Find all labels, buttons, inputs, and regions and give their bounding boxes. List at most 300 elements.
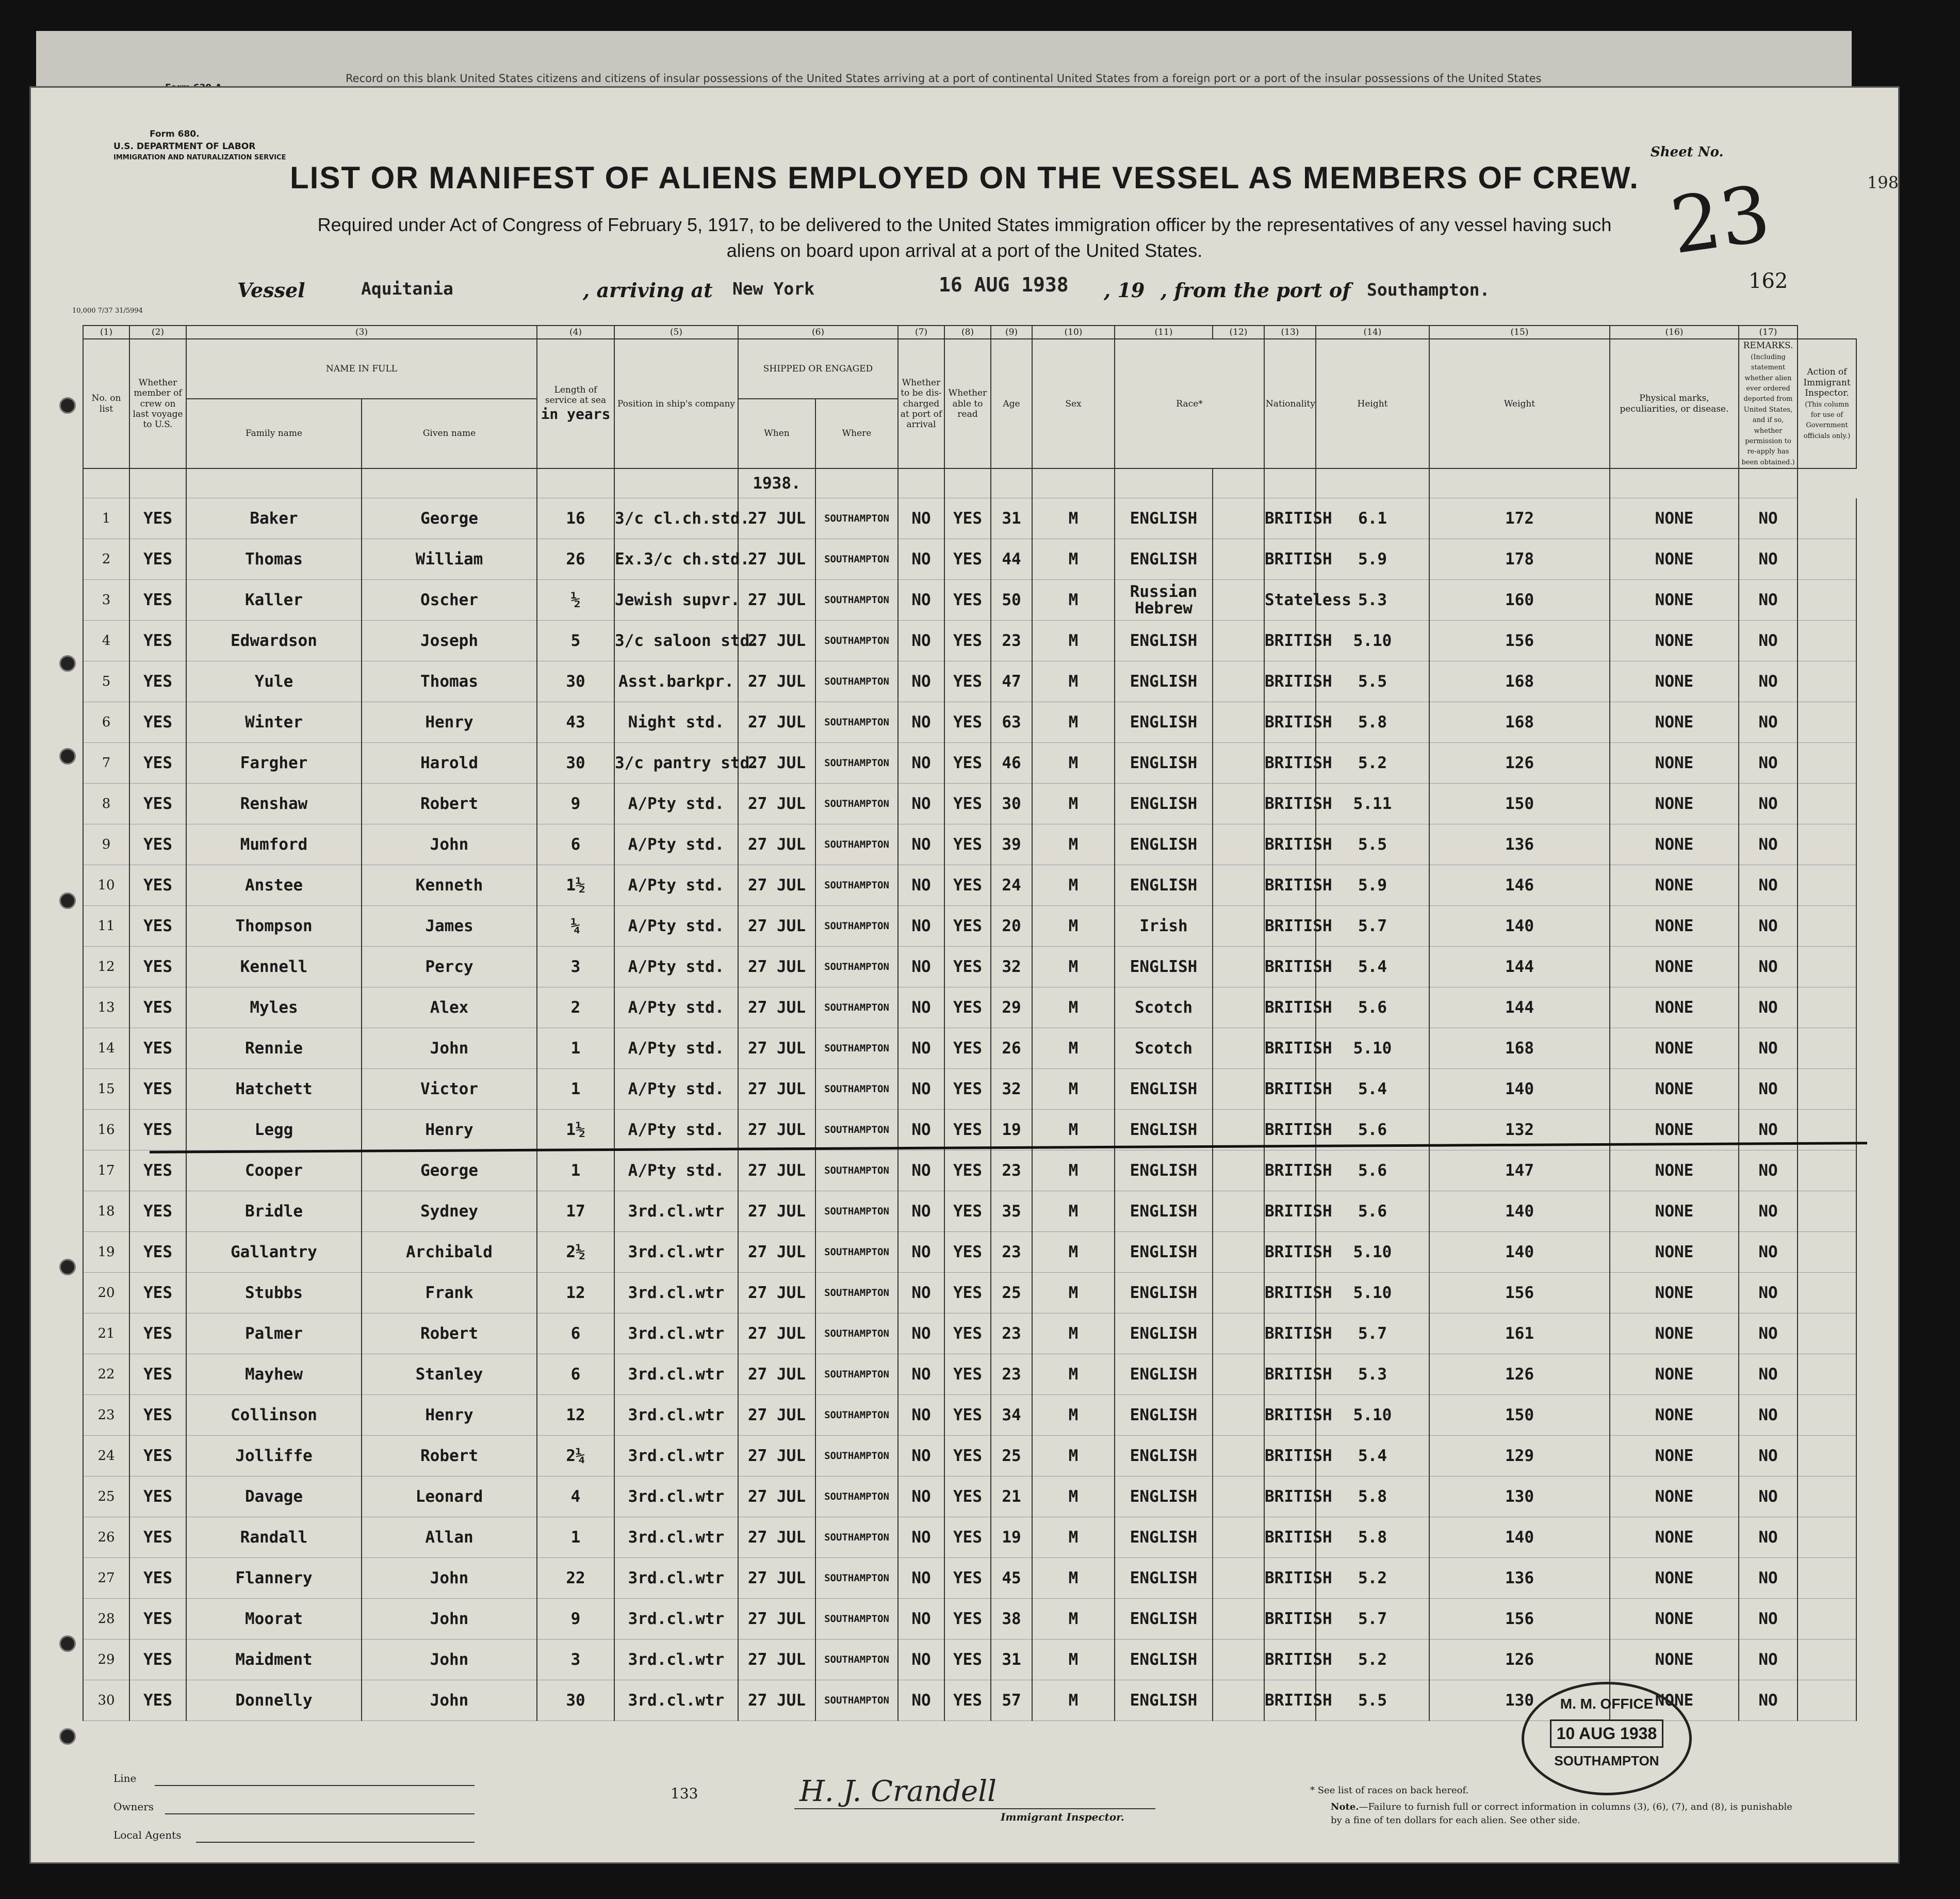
able-to-read-cell: YES: [944, 1354, 991, 1395]
signature-rule: [794, 1808, 1155, 1809]
shipped-when-cell: 27 JUL: [738, 1436, 815, 1476]
action-cell: [1798, 784, 1856, 824]
action-cell: [1798, 824, 1856, 865]
family-name-cell: Thompson: [186, 906, 362, 947]
action-cell: [1798, 1069, 1856, 1110]
to-be-discharged-cell: NO: [898, 498, 944, 539]
shipped-when-cell: 27 JUL: [738, 661, 815, 702]
sex-cell: M: [1032, 1436, 1115, 1476]
height-cell: 5.7: [1316, 1599, 1429, 1640]
age-cell: 23: [991, 1150, 1032, 1191]
race-spacer: [1213, 1150, 1264, 1191]
sex-cell: M: [1032, 987, 1115, 1028]
height-cell: 5.10: [1316, 1232, 1429, 1273]
table-row: [83, 580, 1856, 621]
given-name-cell: Robert: [362, 1436, 537, 1476]
age-cell: 26: [991, 1028, 1032, 1069]
departure-port: Southampton.: [1367, 280, 1490, 300]
race-spacer: [1213, 1558, 1264, 1599]
race-cell: ENGLISH: [1115, 1599, 1213, 1640]
shipped-when-cell: 27 JUL: [738, 1680, 815, 1721]
given-name-cell: John: [362, 1640, 537, 1680]
line-label: Line: [113, 1772, 137, 1784]
length-of-service-cell: 4: [537, 1476, 614, 1517]
member-last-voyage-cell: YES: [129, 865, 186, 906]
nationality-cell: BRITISH: [1264, 1558, 1316, 1599]
height-cell: 5.6: [1316, 987, 1429, 1028]
shipped-when-cell: 27 JUL: [738, 539, 815, 580]
ship-position-cell: Jewish supvr.: [614, 580, 738, 621]
member-last-voyage-cell: YES: [129, 906, 186, 947]
age-cell: 44: [991, 539, 1032, 580]
to-be-discharged-cell: NO: [898, 1232, 944, 1273]
remarks-cell: NO: [1739, 1395, 1798, 1436]
races-note: * See list of races on back hereof.: [1310, 1785, 1469, 1796]
physical-marks-cell: NONE: [1610, 1599, 1739, 1640]
physical-marks-cell: NONE: [1610, 1110, 1739, 1150]
able-to-read-cell: YES: [944, 1191, 991, 1232]
nationality-cell: BRITISH: [1264, 1273, 1316, 1313]
row-number-cell: 4: [83, 621, 129, 661]
row-number-cell: 28: [83, 1599, 129, 1640]
weight-cell: 140: [1429, 1232, 1610, 1273]
footer-note: [1331, 1800, 1795, 1827]
sex-cell: M: [1032, 539, 1115, 580]
sex-cell: M: [1032, 1640, 1115, 1680]
shipped-when-cell: 27 JUL: [738, 1599, 815, 1640]
col-num: (16): [1610, 326, 1739, 339]
length-service-label: Length of service at sea: [545, 384, 607, 405]
note-text: —Failure to furnish full or correct information in columns (3), (6), (7), and (8), is punishable by a fine of ten dollars for each alien. See other side.: [1331, 1801, 1792, 1826]
race-cell: ENGLISH: [1115, 1436, 1213, 1476]
member-last-voyage-cell: YES: [129, 947, 186, 987]
given-name-cell: Henry: [362, 702, 537, 743]
line-rule: [155, 1785, 475, 1786]
race-cell: ENGLISH: [1115, 1110, 1213, 1150]
col-num: (6): [738, 326, 898, 339]
race-spacer: [1213, 1599, 1264, 1640]
sex-cell: M: [1032, 824, 1115, 865]
able-to-read-cell: YES: [944, 1680, 991, 1721]
age-cell: 32: [991, 1069, 1032, 1110]
table-row: [83, 906, 1856, 947]
to-be-discharged-cell: NO: [898, 1558, 944, 1599]
shipped-where-cell: SOUTHAMPTON: [815, 1436, 898, 1476]
physical-marks-cell: NONE: [1610, 865, 1739, 906]
remarks-cell: NO: [1739, 580, 1798, 621]
nationality-cell: BRITISH: [1264, 1640, 1316, 1680]
height-cell: 5.2: [1316, 1640, 1429, 1680]
weight-cell: 150: [1429, 1395, 1610, 1436]
shipped-where-cell: SOUTHAMPTON: [815, 947, 898, 987]
nationality-cell: BRITISH: [1264, 1069, 1316, 1110]
action-label: Action of Immigrant Inspector.: [1803, 367, 1851, 399]
height-cell: 5.5: [1316, 661, 1429, 702]
race-cell: Russian Hebrew: [1115, 580, 1213, 621]
length-of-service-cell: 26: [537, 539, 614, 580]
able-to-read-cell: YES: [944, 1436, 991, 1476]
table-row: [83, 1273, 1856, 1313]
given-name-cell: Sydney: [362, 1191, 537, 1232]
shipped-where-cell: SOUTHAMPTON: [815, 1313, 898, 1354]
table-row: [83, 498, 1856, 539]
shipped-where-cell: SOUTHAMPTON: [815, 1476, 898, 1517]
nationality-cell: BRITISH: [1264, 906, 1316, 947]
row-number-cell: 15: [83, 1069, 129, 1110]
given-name-cell: Leonard: [362, 1476, 537, 1517]
physical-marks-cell: NONE: [1610, 906, 1739, 947]
row-number-cell: 29: [83, 1640, 129, 1680]
shipped-when-cell: 27 JUL: [738, 947, 815, 987]
age-cell: 23: [991, 1313, 1032, 1354]
race-spacer: [1213, 1436, 1264, 1476]
nationality-cell: Stateless: [1264, 580, 1316, 621]
height-cell: 5.5: [1316, 824, 1429, 865]
to-be-discharged-cell: NO: [898, 1150, 944, 1191]
shipped-when-cell: 27 JUL: [738, 1110, 815, 1150]
subtitle-line-1: Required under Act of Congress of February 5, 1917, to be delivered to the United States immigration officer by the representatives of any vessel having such: [317, 214, 1612, 235]
remarks-cell: NO: [1739, 661, 1798, 702]
able-to-read-cell: YES: [944, 1517, 991, 1558]
family-name-cell: Cooper: [186, 1150, 362, 1191]
to-be-discharged-cell: NO: [898, 947, 944, 987]
nationality-cell: BRITISH: [1264, 1191, 1316, 1232]
age-cell: 25: [991, 1273, 1032, 1313]
ship-position-cell: A/Pty std.: [614, 1028, 738, 1069]
family-name-cell: Flannery: [186, 1558, 362, 1599]
action-cell: [1798, 1436, 1856, 1476]
remarks-cell: NO: [1739, 1517, 1798, 1558]
remarks-cell: NO: [1739, 1110, 1798, 1150]
to-be-discharged-cell: NO: [898, 580, 944, 621]
given-name-cell: Thomas: [362, 661, 537, 702]
ship-position-cell: Asst.barkpr.: [614, 661, 738, 702]
shipped-when-cell: 27 JUL: [738, 1558, 815, 1599]
header-shipped-engaged: SHIPPED OR ENGAGED: [738, 339, 898, 399]
row-number-cell: 23: [83, 1395, 129, 1436]
age-cell: 19: [991, 1110, 1032, 1150]
able-to-read-cell: YES: [944, 498, 991, 539]
member-last-voyage-cell: YES: [129, 1191, 186, 1232]
length-of-service-cell: 12: [537, 1273, 614, 1313]
header-name-in-full: NAME IN FULL: [186, 339, 537, 399]
table-row: [83, 784, 1856, 824]
height-cell: 5.10: [1316, 621, 1429, 661]
physical-marks-cell: NONE: [1610, 1354, 1739, 1395]
row-number-cell: 22: [83, 1354, 129, 1395]
length-of-service-cell: 3: [537, 1640, 614, 1680]
able-to-read-cell: YES: [944, 1028, 991, 1069]
weight-cell: 140: [1429, 906, 1610, 947]
row-number-cell: 1: [83, 498, 129, 539]
nationality-cell: BRITISH: [1264, 621, 1316, 661]
nationality-cell: BRITISH: [1264, 1354, 1316, 1395]
action-cell: [1798, 1273, 1856, 1313]
given-name-cell: John: [362, 1558, 537, 1599]
race-cell: Scotch: [1115, 987, 1213, 1028]
race-spacer: [1213, 580, 1264, 621]
stamp-bottom: SOUTHAMPTON: [1554, 1753, 1659, 1768]
able-to-read-cell: YES: [944, 784, 991, 824]
sex-cell: M: [1032, 1680, 1115, 1721]
weight-cell: 156: [1429, 621, 1610, 661]
remarks-cell: NO: [1739, 621, 1798, 661]
header-given-name: Given name: [362, 399, 537, 468]
length-service-unit: in years: [541, 405, 611, 423]
weight-cell: 140: [1429, 1069, 1610, 1110]
remarks-cell: NO: [1739, 1558, 1798, 1599]
remarks-cell: NO: [1739, 1436, 1798, 1476]
able-to-read-cell: YES: [944, 1069, 991, 1110]
length-of-service-cell: 1: [537, 1028, 614, 1069]
sex-cell: M: [1032, 865, 1115, 906]
sex-cell: M: [1032, 702, 1115, 743]
shipped-where-cell: SOUTHAMPTON: [815, 1517, 898, 1558]
weight-cell: 144: [1429, 947, 1610, 987]
owners-label: Owners: [113, 1800, 154, 1813]
ship-position-cell: A/Pty std.: [614, 1110, 738, 1150]
sex-cell: M: [1032, 621, 1115, 661]
sex-cell: M: [1032, 1517, 1115, 1558]
given-name-cell: John: [362, 1028, 537, 1069]
action-cell: [1798, 702, 1856, 743]
table-row: [83, 1028, 1856, 1069]
action-cell: [1798, 987, 1856, 1028]
ship-position-cell: 3/c pantry std.: [614, 743, 738, 784]
age-cell: 23: [991, 1232, 1032, 1273]
action-cell: [1798, 1680, 1856, 1721]
physical-marks-cell: NONE: [1610, 1028, 1739, 1069]
age-cell: 24: [991, 865, 1032, 906]
shipped-when-cell: 27 JUL: [738, 1232, 815, 1273]
weight-cell: 140: [1429, 1191, 1610, 1232]
shipped-where-cell: SOUTHAMPTON: [815, 702, 898, 743]
header-height: Height: [1316, 339, 1429, 468]
to-be-discharged-cell: NO: [898, 1476, 944, 1517]
sex-cell: M: [1032, 580, 1115, 621]
row-number-cell: 18: [83, 1191, 129, 1232]
row-number-cell: 8: [83, 784, 129, 824]
member-last-voyage-cell: YES: [129, 498, 186, 539]
length-of-service-cell: 30: [537, 661, 614, 702]
member-last-voyage-cell: YES: [129, 1680, 186, 1721]
page-number: 162: [1749, 269, 1788, 293]
race-spacer: [1213, 661, 1264, 702]
action-cell: [1798, 1476, 1856, 1517]
header-position: Position in ship's company: [614, 339, 738, 468]
height-cell: 5.6: [1316, 1191, 1429, 1232]
family-name-cell: Randall: [186, 1517, 362, 1558]
sex-cell: M: [1032, 661, 1115, 702]
weight-cell: 132: [1429, 1110, 1610, 1150]
sex-cell: M: [1032, 1599, 1115, 1640]
race-cell: ENGLISH: [1115, 784, 1213, 824]
able-to-read-cell: YES: [944, 1599, 991, 1640]
shipped-where-cell: SOUTHAMPTON: [815, 1558, 898, 1599]
race-spacer: [1213, 1110, 1264, 1150]
header-sex: Sex: [1032, 339, 1115, 468]
race-spacer: [1213, 784, 1264, 824]
member-last-voyage-cell: YES: [129, 987, 186, 1028]
age-cell: 47: [991, 661, 1032, 702]
length-of-service-cell: 6: [537, 1313, 614, 1354]
physical-marks-cell: NONE: [1610, 1273, 1739, 1313]
family-name-cell: Thomas: [186, 539, 362, 580]
race-spacer: [1213, 1354, 1264, 1395]
col-num: (8): [944, 326, 991, 339]
race-cell: Scotch: [1115, 1028, 1213, 1069]
family-name-cell: Baker: [186, 498, 362, 539]
height-cell: 5.8: [1316, 1517, 1429, 1558]
weight-cell: 130: [1429, 1476, 1610, 1517]
row-number-cell: 10: [83, 865, 129, 906]
to-be-discharged-cell: NO: [898, 743, 944, 784]
shipped-where-cell: SOUTHAMPTON: [815, 1150, 898, 1191]
shipped-where-cell: SOUTHAMPTON: [815, 743, 898, 784]
family-name-cell: Fargher: [186, 743, 362, 784]
table-row: [83, 1354, 1856, 1395]
race-cell: Irish: [1115, 906, 1213, 947]
member-last-voyage-cell: YES: [129, 1476, 186, 1517]
height-cell: 5.10: [1316, 1273, 1429, 1313]
weight-cell: 147: [1429, 1150, 1610, 1191]
row-number-cell: 13: [83, 987, 129, 1028]
race-spacer: [1213, 1273, 1264, 1313]
race-spacer: [1213, 1028, 1264, 1069]
to-be-discharged-cell: NO: [898, 1313, 944, 1354]
table-row: [83, 1476, 1856, 1517]
table-row: [83, 1191, 1856, 1232]
race-cell: ENGLISH: [1115, 1640, 1213, 1680]
remarks-cell: NO: [1739, 1232, 1798, 1273]
table-row: [83, 621, 1856, 661]
member-last-voyage-cell: YES: [129, 1395, 186, 1436]
physical-marks-cell: NONE: [1610, 947, 1739, 987]
row-number-cell: 16: [83, 1110, 129, 1150]
race-cell: ENGLISH: [1115, 865, 1213, 906]
family-name-cell: Kennell: [186, 947, 362, 987]
given-name-cell: Henry: [362, 1395, 537, 1436]
weight-cell: 136: [1429, 824, 1610, 865]
weight-cell: 126: [1429, 1640, 1610, 1680]
shipped-where-cell: SOUTHAMPTON: [815, 1232, 898, 1273]
member-last-voyage-cell: YES: [129, 1436, 186, 1476]
able-to-read-cell: YES: [944, 1150, 991, 1191]
ship-position-cell: 3rd.cl.wtr: [614, 1191, 738, 1232]
shipped-when-cell: 27 JUL: [738, 498, 815, 539]
family-name-cell: Mayhew: [186, 1354, 362, 1395]
nationality-cell: BRITISH: [1264, 661, 1316, 702]
length-of-service-cell: 22: [537, 1558, 614, 1599]
punch-hole: [59, 748, 76, 765]
print-code: 10,000 7/37 31/5994: [72, 307, 143, 315]
age-cell: 21: [991, 1476, 1032, 1517]
given-name-cell: Archibald: [362, 1232, 537, 1273]
physical-marks-cell: NONE: [1610, 1436, 1739, 1476]
nationality-cell: BRITISH: [1264, 1680, 1316, 1721]
action-cell: [1798, 1640, 1856, 1680]
length-of-service-cell: 1: [537, 1069, 614, 1110]
length-of-service-cell: 6: [537, 824, 614, 865]
year-written: 1938.: [738, 468, 815, 498]
table-row: [83, 1150, 1856, 1191]
sheet-number: 23: [1665, 169, 1776, 272]
age-cell: 35: [991, 1191, 1032, 1232]
member-last-voyage-cell: YES: [129, 580, 186, 621]
shipped-where-cell: SOUTHAMPTON: [815, 580, 898, 621]
able-to-read-cell: YES: [944, 1558, 991, 1599]
physical-marks-cell: NONE: [1610, 824, 1739, 865]
height-cell: 5.8: [1316, 702, 1429, 743]
manifest-rows: [83, 468, 1856, 1721]
height-cell: 5.7: [1316, 1313, 1429, 1354]
length-of-service-cell: ¼: [537, 906, 614, 947]
from-label: , from the port of: [1161, 279, 1351, 302]
race-spacer: [1213, 987, 1264, 1028]
race-cell: ENGLISH: [1115, 947, 1213, 987]
able-to-read-cell: YES: [944, 906, 991, 947]
action-cell: [1798, 1232, 1856, 1273]
length-of-service-cell: 16: [537, 498, 614, 539]
shipped-when-cell: 27 JUL: [738, 580, 815, 621]
length-of-service-cell: 1½: [537, 1110, 614, 1150]
given-name-cell: Allan: [362, 1517, 537, 1558]
physical-marks-cell: NONE: [1610, 702, 1739, 743]
sex-cell: M: [1032, 906, 1115, 947]
row-number-cell: 20: [83, 1273, 129, 1313]
remarks-cell: NO: [1739, 539, 1798, 580]
row-number-cell: 2: [83, 539, 129, 580]
race-cell: ENGLISH: [1115, 1069, 1213, 1110]
row-number-cell: 7: [83, 743, 129, 784]
ship-position-cell: A/Pty std.: [614, 784, 738, 824]
col-num: (15): [1429, 326, 1610, 339]
col-num: (2): [129, 326, 186, 339]
age-cell: 50: [991, 580, 1032, 621]
shipped-where-cell: SOUTHAMPTON: [815, 1640, 898, 1680]
row-number-cell: 12: [83, 947, 129, 987]
sex-cell: M: [1032, 1110, 1115, 1150]
ship-position-cell: 3rd.cl.wtr: [614, 1476, 738, 1517]
length-of-service-cell: 1½: [537, 865, 614, 906]
weight-cell: 168: [1429, 1028, 1610, 1069]
height-cell: 5.6: [1316, 1110, 1429, 1150]
to-be-discharged-cell: NO: [898, 906, 944, 947]
office-stamp: [1522, 1682, 1692, 1795]
race-cell: ENGLISH: [1115, 1680, 1213, 1721]
physical-marks-cell: NONE: [1610, 661, 1739, 702]
action-cell: [1798, 1395, 1856, 1436]
age-cell: 57: [991, 1680, 1032, 1721]
agents-label: Local Agents: [113, 1829, 182, 1841]
owners-rule: [165, 1813, 475, 1814]
shipped-where-cell: SOUTHAMPTON: [815, 661, 898, 702]
shipped-when-cell: 27 JUL: [738, 1313, 815, 1354]
physical-marks-cell: NONE: [1610, 1395, 1739, 1436]
member-last-voyage-cell: YES: [129, 1028, 186, 1069]
length-of-service-cell: 1: [537, 1517, 614, 1558]
header-able-to-read: Whether able to read: [944, 339, 991, 468]
length-of-service-cell: 5: [537, 621, 614, 661]
department: U.S. DEPARTMENT OF LABOR: [113, 141, 256, 152]
family-name-cell: Collinson: [186, 1395, 362, 1436]
race-spacer: [1213, 1680, 1264, 1721]
sex-cell: M: [1032, 947, 1115, 987]
member-last-voyage-cell: YES: [129, 1558, 186, 1599]
punch-hole: [59, 892, 76, 909]
action-note: (This column for use of Government officials only.): [1803, 400, 1851, 440]
row-number-cell: 11: [83, 906, 129, 947]
